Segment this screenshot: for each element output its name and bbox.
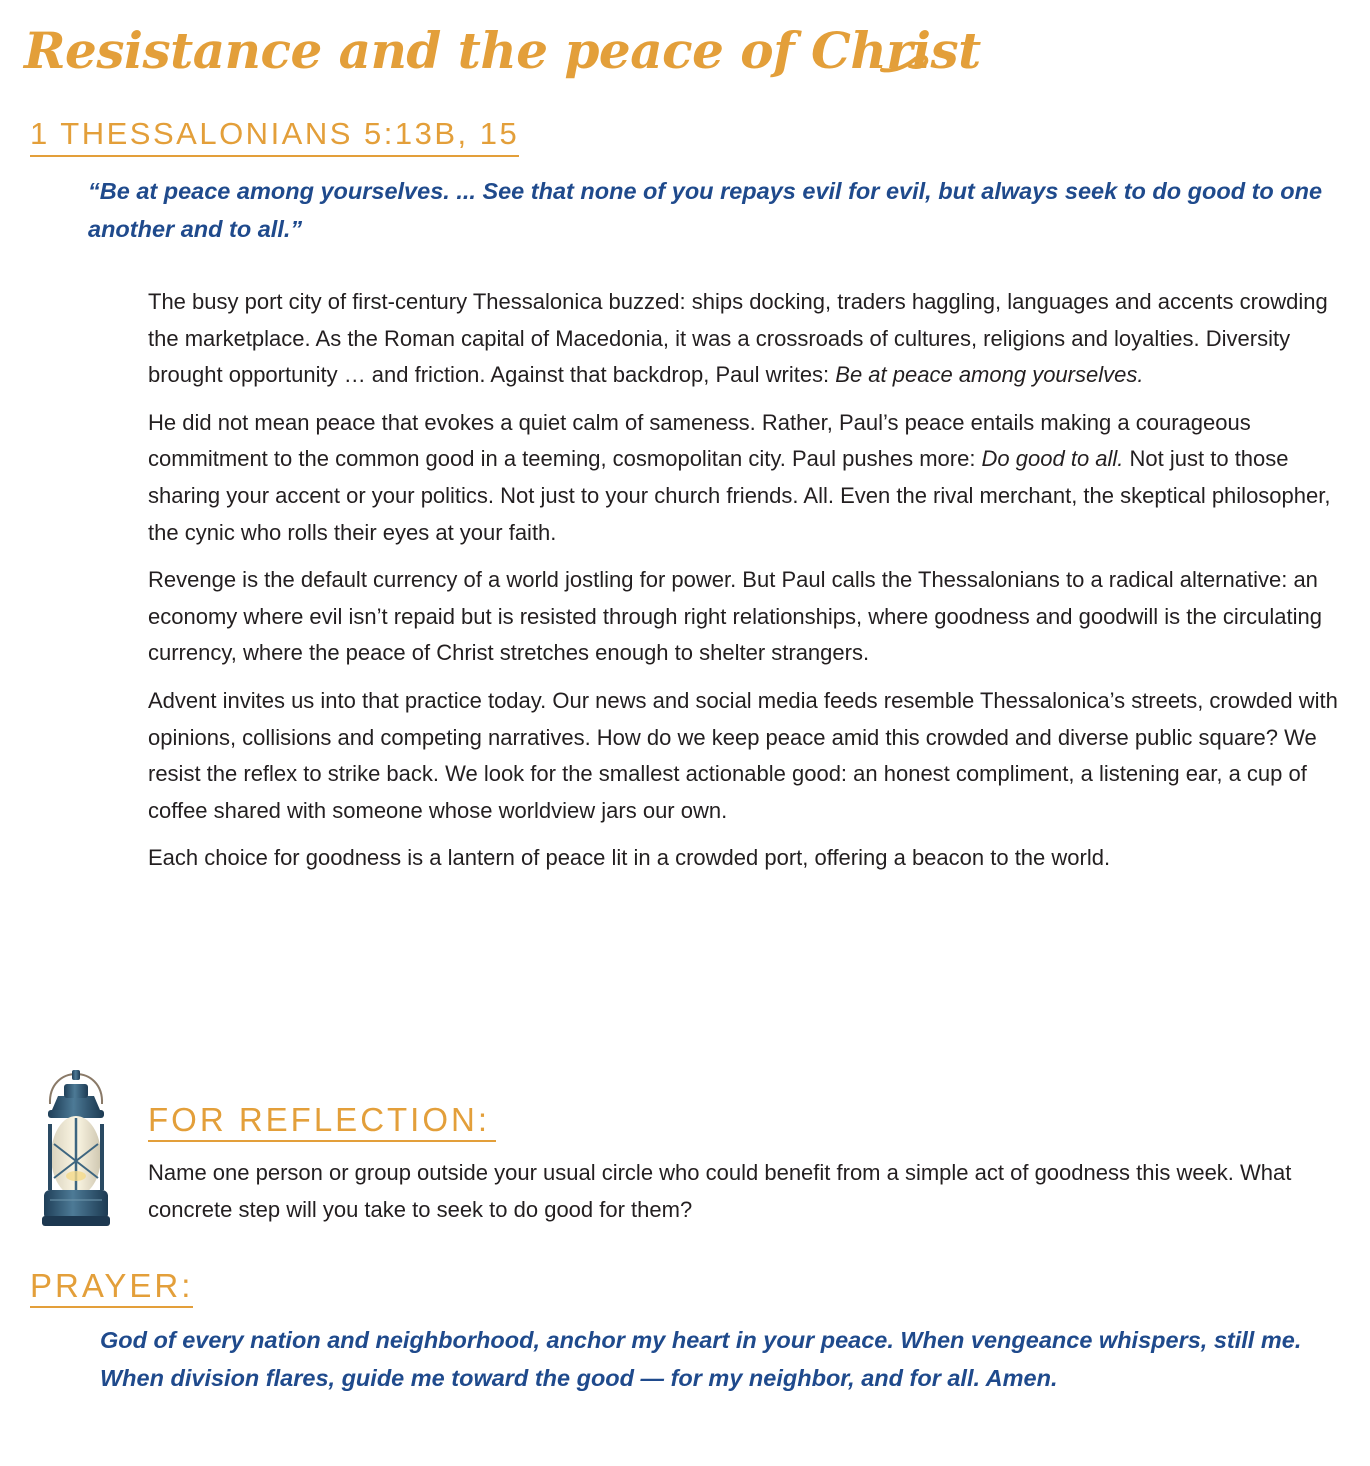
quoted-phrase: Be at peace among yourselves. bbox=[835, 362, 1144, 388]
title-swash-decoration bbox=[880, 52, 932, 78]
quoted-phrase: Do good to all. bbox=[981, 446, 1124, 472]
devotional-body bbox=[148, 284, 1338, 888]
paragraph-2: He did not mean peace that evokes a quiet calm of sameness. Rather, Paul’s peace entails making a courageous commitment to the common good in a teeming, cosmopolitan city. Paul pushes more: Do good to all. Not just to those sharing your accent or your politics. Not just to your church friends. All. Even the rival merchant, the skeptical philosopher, the cynic who rolls their eyes at your faith. bbox=[148, 409, 1331, 545]
prayer-heading: PRAYER: bbox=[30, 1266, 193, 1308]
paragraph-3: Revenge is the default currency of a world jostling for power. But Paul calls the Thessalonians to a radical alternative: an economy where evil isn’t repaid but is resisted through right relationships, where goodness and goodwill is the circulating currency, where the peace of Christ stretches enough to shelter strangers. bbox=[148, 567, 1322, 666]
scripture-reference: 1 THESSALONIANS 5:13B, 15 bbox=[30, 114, 519, 157]
page-title: Resistance and the peace of Christ bbox=[24, 21, 981, 80]
reflection-text: Name one person or group outside your usual circle who could benefit from a simple act of goodness this week. What concrete step will you take to seek to do good for them? bbox=[148, 1160, 1292, 1222]
paragraph-5: Each choice for goodness is a lantern of peace lit in a crowded port, offering a beacon to the world. bbox=[148, 845, 1111, 871]
prayer-text: God of every nation and neighborhood, anchor my heart in your peace. When vengeance whispers, still me. When division flares, guide me toward the good — for my neighbor, and for all. Amen. bbox=[100, 1327, 1302, 1391]
paragraph-4: Advent invites us into that practice today. Our news and social media feeds resemble Thessalonica’s streets, crowded with opinions, collisions and competing narratives. How do we keep peace amid this crowded and diverse public square? We resist the reflex to strike back. We look for the smallest actionable good: an honest compliment, a listening ear, a cup of coffee shared with someone whose worldview jars our own. bbox=[148, 687, 1338, 823]
reflection-heading: FOR REFLECTION: bbox=[148, 1100, 496, 1142]
lantern-icon bbox=[28, 1044, 124, 1236]
scripture-verse: “Be at peace among yourselves. ... See that none of you repays evil for evil, but always seek to do good to one another and to all.” bbox=[88, 178, 1323, 242]
paragraph-1: The busy port city of first-century Thessalonica buzzed: ships docking, traders haggling, languages and accents crowding the marketplace. As the Roman capital of Macedonia, it was a crossroads of cultures, religions and loyalties. Diversity brought opportunity … and friction. Against that backdrop, Paul writes: Be at peace among yourselves. bbox=[148, 289, 1328, 388]
